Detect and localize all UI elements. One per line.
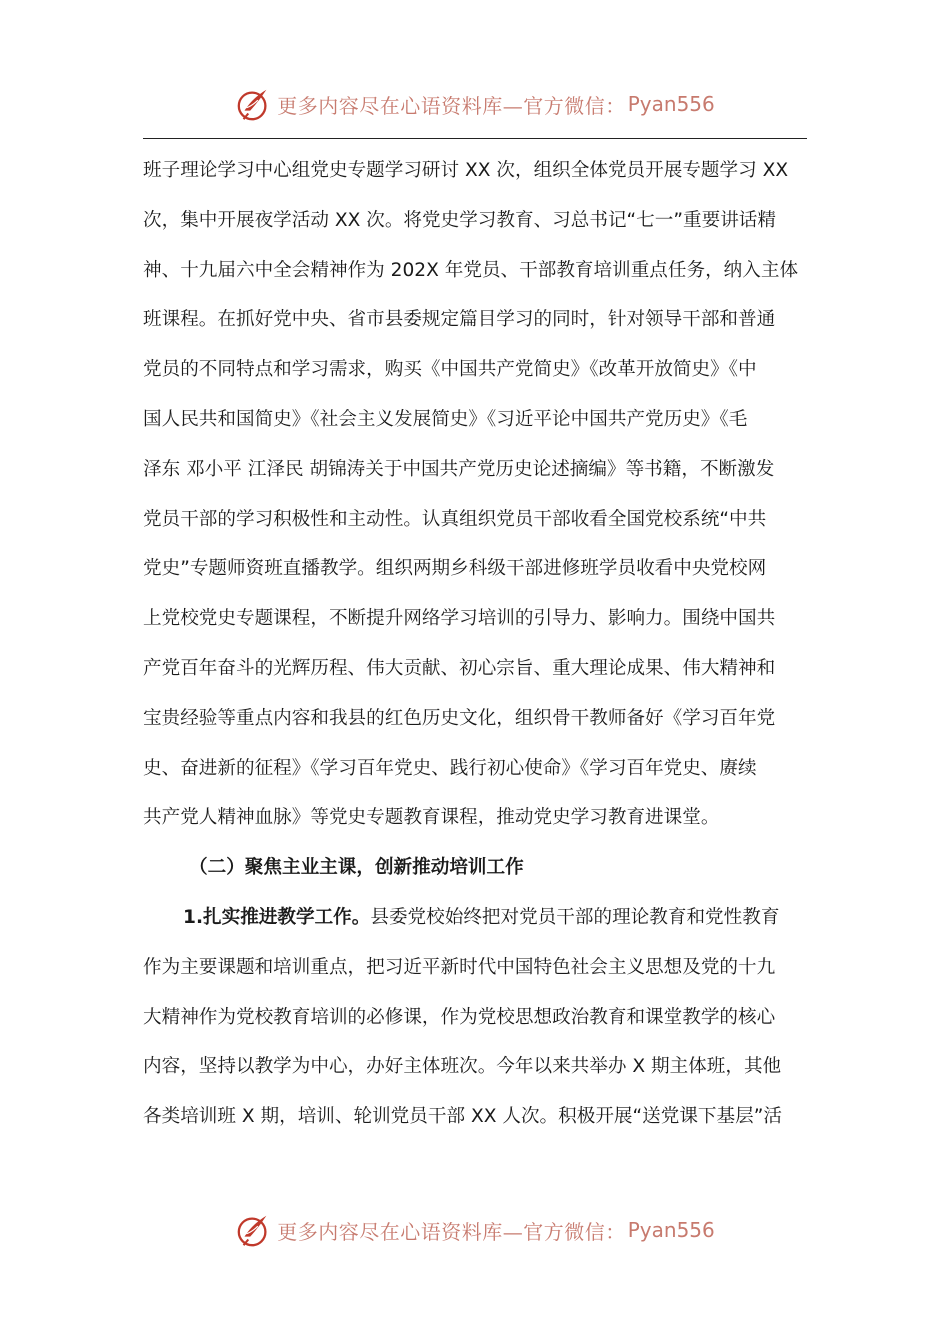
- paragraph-1: [143, 146, 807, 843]
- text-line: 党史”专题师资班直播教学。组织两期乡科级干部进修班学员收看中央党校网: [143, 558, 767, 580]
- text-line: 班课程。在抓好党中央、省市县委规定篇目学习的同时，针对领导干部和普通: [143, 309, 776, 331]
- quill-logo-icon: [235, 85, 273, 123]
- text-line: 史、奋进新的征程》《学习百年党史、践行初心使命》《学习百年党史、赓续: [143, 757, 757, 779]
- text-line: 泽东 邓小平 江泽民 胡锦涛关于中国共产党历史论述摘编》等书籍，不断激发: [143, 458, 775, 480]
- text-line: 党员干部的学习积极性和主动性。认真组织党员干部收看全国党校系统“中共: [143, 508, 767, 530]
- text-line: 大精神作为党校教育培训的必修课，作为党校思想政治教育和课堂教学的核心: [143, 1006, 776, 1028]
- document-body: [143, 146, 807, 1142]
- watermark-text: 更多内容尽在心语资料库—官方微信：: [277, 93, 626, 118]
- text-line: 作为主要课题和培训重点，把习近平新时代中国特色社会主义思想及党的十九: [143, 956, 776, 978]
- text-line: 班子理论学习中心组党史专题学习研讨 XX 次，组织全体党员开展专题学习 XX: [143, 160, 789, 181]
- header-rule: [143, 138, 807, 139]
- text-line: 上党校党史专题课程，不断提升网络学习培训的引导力、影响力。围绕中国共: [143, 608, 776, 630]
- lead-bold-text: 1.扎实推进教学工作。: [183, 906, 371, 928]
- watermark-text: 更多内容尽在心语资料库—官方微信：: [277, 1219, 626, 1244]
- paragraph-2: [143, 893, 807, 1142]
- text-line: 国人民共和国简史》《社会主义发展简史》《习近平论中国共产党历史》《毛: [143, 408, 748, 430]
- text-line: 共产党人精神血脉》等党史专题教育课程，推动党史学习教育进课堂。: [143, 807, 720, 829]
- text-line: 神、十九届六中全会精神作为 202X 年党员、干部教育培训重点任务，纳入主体: [143, 259, 799, 281]
- text-line: 党员的不同特点和学习需求，购买《中国共产党简史》《改革开放简史》《中: [143, 359, 757, 381]
- text-line: 内容，坚持以教学为中心，办好主体班次。今年以来共举办 X 期主体班，其他: [143, 1056, 782, 1078]
- text-line-lead: [143, 893, 807, 943]
- watermark-wechat-id: Pyan556: [627, 92, 715, 116]
- header-watermark: [0, 82, 950, 126]
- lead-text: 县委党校始终把对党员干部的理论教育和党性教育: [370, 906, 780, 928]
- text-line: 宝贵经验等重点内容和我县的红色历史文化，组织骨干教师备好《学习百年党: [143, 707, 776, 729]
- text-line: 次，集中开展夜学活动 XX 次。将党史学习教育、习总书记“七一”重要讲话精: [143, 209, 776, 231]
- section-heading: （二）聚焦主业主课，创新推动培训工作: [189, 857, 524, 879]
- text-line: 各类培训班 X 期，培训、轮训党员干部 XX 人次。积极开展“送党课下基层”活: [143, 1106, 782, 1128]
- footer-watermark: [0, 1208, 950, 1252]
- watermark-wechat-id: Pyan556: [627, 1218, 715, 1242]
- text-line: 产党百年奋斗的光辉历程、伟大贡献、初心宗旨、重大理论成果、伟大精神和: [143, 657, 776, 679]
- quill-logo-icon: [235, 1211, 273, 1249]
